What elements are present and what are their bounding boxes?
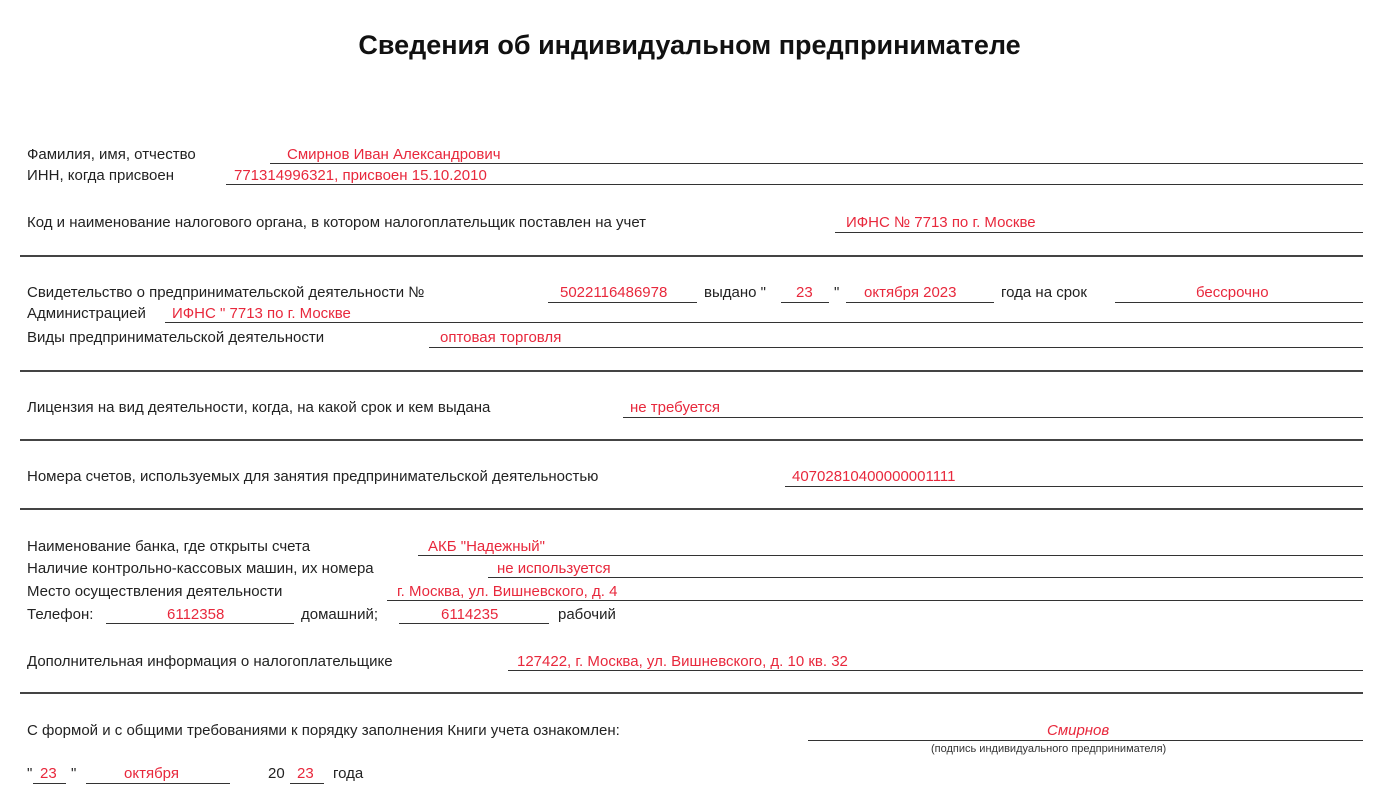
signature-underline <box>808 740 1363 741</box>
date-close-quote: " <box>71 765 77 782</box>
accounts-underline <box>785 486 1363 487</box>
location-label: Место осуществления деятельности <box>27 583 283 600</box>
bank-value[interactable]: АКБ "Надежный" <box>428 538 545 555</box>
tax-office-label: Код и наименование налогового органа, в котором налогоплательщик поставлен на учет <box>27 214 647 231</box>
license-value[interactable]: не требуется <box>630 399 720 416</box>
signature-value[interactable]: Смирнов <box>1047 722 1110 739</box>
tax-office-value[interactable]: ИФНС № 7713 по г. Москве <box>846 214 1036 231</box>
phone-work-label: рабочий <box>558 606 616 623</box>
date-year[interactable]: 23 <box>297 765 314 782</box>
inn-value[interactable]: 771314996321, присвоен 15.10.2010 <box>234 167 487 184</box>
certificate-number-underline <box>548 302 697 303</box>
certificate-term-underline <box>1115 302 1363 303</box>
section-divider <box>20 692 1363 694</box>
date-year-suffix: года <box>333 765 364 782</box>
page-title: Сведения об индивидуальном предпринимателе <box>358 30 1021 60</box>
inn-label: ИНН, когда присвоен <box>27 167 175 184</box>
certificate-day[interactable]: 23 <box>796 284 813 301</box>
certificate-label: Свидетельство о предпринимательской деятельности № <box>27 284 425 301</box>
cash-machines-label: Наличие контрольно-кассовых машин, их номера <box>27 560 374 577</box>
extra-info-label: Дополнительная информация о налогоплательщике <box>27 653 393 670</box>
phone-home-label: домашний; <box>301 606 378 623</box>
phone-home-value[interactable]: 6112358 <box>167 606 225 623</box>
section-divider <box>20 439 1363 441</box>
certificate-quote: " <box>834 284 840 301</box>
phone-work-value[interactable]: 6114235 <box>441 606 499 623</box>
activity-label: Виды предпринимательской деятельности <box>27 329 325 346</box>
section-divider <box>20 255 1363 257</box>
tax-office-underline <box>835 232 1363 233</box>
certificate-month-year[interactable]: октября 2023 <box>864 284 957 301</box>
date-year-prefix: 20 <box>268 765 285 782</box>
acknowledgement-label: С формой и с общими требованиями к порядку заполнения Книги учета ознакомлен: <box>27 722 620 739</box>
fio-value[interactable]: Смирнов Иван Александрович <box>287 146 501 163</box>
license-label: Лицензия на вид деятельности, когда, на какой срок и кем выдана <box>27 399 491 416</box>
date-month-underline <box>86 783 230 784</box>
fio-label: Фамилия, имя, отчество <box>27 146 196 163</box>
section-divider <box>20 508 1363 510</box>
certificate-issued-label: выдано " <box>704 284 766 301</box>
date-day[interactable]: 23 <box>40 765 57 782</box>
certificate-number[interactable]: 5022116486978 <box>560 284 668 301</box>
phone-label: Телефон: <box>27 606 94 623</box>
accounts-value[interactable]: 40702810400000001111 <box>792 468 956 485</box>
cash-machines-value[interactable]: не используется <box>497 560 611 577</box>
activity-value[interactable]: оптовая торговля <box>440 329 562 346</box>
location-value[interactable]: г. Москва, ул. Вишневского, д. 4 <box>397 583 618 600</box>
license-underline <box>623 417 1363 418</box>
activity-underline <box>429 347 1363 348</box>
date-month[interactable]: октября <box>124 765 179 782</box>
date-day-underline <box>33 783 66 784</box>
accounts-label: Номера счетов, используемых для занятия предпринимательской деятельностью <box>27 468 599 485</box>
date-year-underline <box>290 783 324 784</box>
section-divider <box>20 370 1363 372</box>
administration-value[interactable]: ИФНС " 7713 по г. Москве <box>172 305 351 322</box>
certificate-month-underline <box>846 302 994 303</box>
extra-info-value[interactable]: 127422, г. Москва, ул. Вишневского, д. 10 кв. 32 <box>517 653 848 670</box>
certificate-term[interactable]: бессрочно <box>1196 284 1269 301</box>
administration-label: Администрацией <box>27 305 146 322</box>
certificate-day-underline <box>781 302 829 303</box>
certificate-term-label: года на срок <box>1001 284 1087 301</box>
bank-underline <box>418 555 1363 556</box>
bank-label: Наименование банка, где открыты счета <box>27 538 311 555</box>
date-open-quote: " <box>27 765 33 782</box>
signature-caption: (подпись индивидуального предпринимателя) <box>931 743 1167 755</box>
cash-machines-underline <box>488 577 1363 578</box>
